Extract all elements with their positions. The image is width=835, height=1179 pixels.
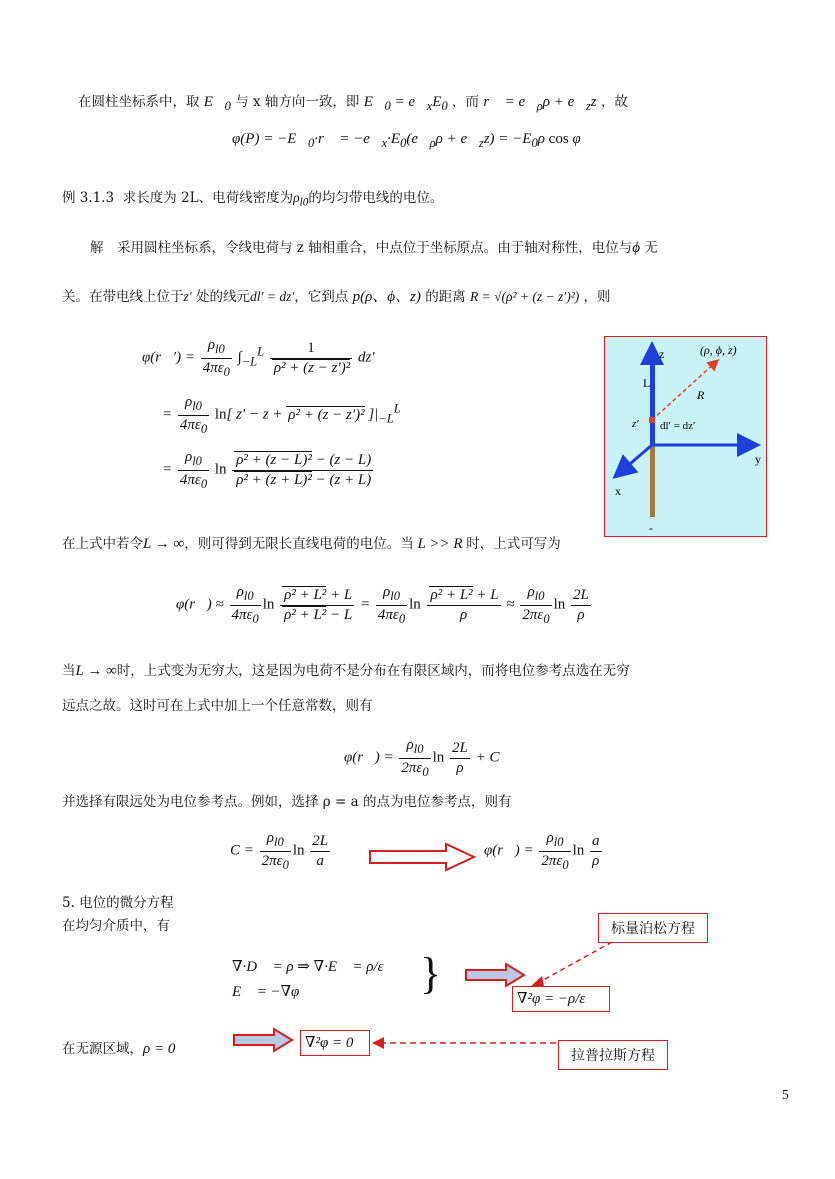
- z-axis-label: z: [659, 347, 665, 361]
- brace: }: [420, 949, 442, 998]
- equation-uniform-field: $\varphi(P) = -E⃗_0\cdot r⃗$ = $-e⃗_x\cdot E_0(e⃗_\rho\rho$ + $e⃗_zz) = -E_0\rho$ cos φ: [232, 131, 581, 150]
- coordinate-diagram: [605, 337, 766, 536]
- equation-constant-C: C = $\frac{\rho_{l0}}{2\pi\varepsilon_0}$ ln $\frac{2L}{a}$: [230, 830, 329, 872]
- coordinate-figure: [604, 336, 767, 537]
- equation-potential-result: = $\frac{\rho_{l0}}{4\pi\varepsilon_0}$ ln $\frac{\text{ρ² + (z − L)² − (z − L)}}{\text{ρ² + (z + L)² − (z + L)}}$: [162, 449, 372, 491]
- equation-potential-integral: φ(r⃗′) = $\frac{\rho_{l0}}{4\pi\varepsilon_0}$ $\int_{-L}^L$ $\frac{1}{\text{ρ² + (z − z′)²}}$ dz′: [142, 337, 375, 379]
- equation-final-potential: φ(r⃗) = $\frac{\rho_{l0}}{2\pi\varepsilon_0}$ ln $\frac{a}{\rho}$: [484, 830, 600, 872]
- zprime-label: z′: [632, 418, 639, 430]
- line-element-marker: [649, 417, 655, 423]
- field-point-label: (ρ, ϕ, z): [700, 343, 737, 357]
- line-element-label: dl′ = dz′: [660, 420, 696, 432]
- arrow-right-large: [368, 842, 478, 872]
- charged-line-upper: [650, 361, 655, 445]
- intro-line: 在圆柱坐标系中，取 $E⃗_0$ 与 x 轴方向一致，即 $E⃗_0$ = $e⃗_xE_0$ ，而 r⃗ = $e⃗_\rho\rho$ + $e⃗_zz$ ，故: [78, 94, 628, 113]
- laplace-equation: ∇²φ = 0: [305, 1035, 354, 1051]
- limit-paragraph: 在上式中若令L → ∞，则可得到无限长直线电荷的电位。当 L >> R 时，上式可写为: [62, 536, 561, 552]
- example-heading: 例 3.1.3 求长度为 2L、电荷线密度为$\rho_{l0}$的均匀带电线的电位。: [62, 190, 444, 209]
- charged-line-lower: [650, 445, 655, 517]
- x-axis-arrow: [617, 445, 652, 475]
- equation-gradient: E⃗ = −∇φ: [232, 984, 300, 1000]
- R-label: R: [697, 388, 705, 402]
- page-number: 5: [782, 1087, 789, 1102]
- section-5-subtitle: 在均匀介质中，有: [62, 918, 170, 934]
- laplace-label: 拉普拉斯方程: [558, 1040, 668, 1070]
- laplace-pointer-arrow: [370, 1033, 560, 1053]
- equation-with-constant: φ(r⃗) = $\frac{\rho_{l0}}{2\pi\varepsilon_0}$ ln $\frac{2L}{\rho}$ + C: [344, 737, 500, 779]
- solution-line-2: 关。在带电线上位于z′ 处的线元dl′ = dz′，它到点 p(ρ、ϕ、z) 的距离 R = √(ρ² + (z − z′)²) ，则: [62, 289, 611, 305]
- infinity-paragraph-line-1: 当L → ∞时，上式变为无穷大，这是因为电荷不是分布在有限区域内，而将电位参考点选在无穷: [62, 663, 630, 679]
- poisson-pointer-arrow: [520, 940, 620, 990]
- poisson-label: 标量泊松方程: [598, 913, 708, 943]
- laplace-equation-box: [300, 1030, 370, 1056]
- arrow-right-poisson: [464, 962, 528, 988]
- equation-potential-log: = $\frac{\rho_{l0}}{4\pi\varepsilon_0}$ ln[ z′ − z + ρ² + (z − z′)² ]$|_{-L}^L$: [162, 394, 401, 436]
- y-axis-label: y: [755, 452, 761, 466]
- equation-approximation: φ(r⃗) ≈ $\frac{\rho_{l0}}{4\pi\varepsilon_0}$ ln $\frac{\text{ρ² + L² + L}}{\text{ρ² + L² − L}}$ = $\frac{\rho_{l0}}{4\pi\varepsilon_0}$ ln $\frac{\text{ρ² + L² + L}}{\rho}$ ≈ $\frac{\rho_{l0}}{2\pi\varepsilon_0}$ ln $\frac{2L}{\rho}$: [176, 584, 589, 626]
- solution-line-1: 解 采用圆柱坐标系，令线电荷与 z 轴相重合，中点位于坐标原点。由于轴对称性，电位与ϕ 无: [90, 240, 658, 256]
- x-axis-label: x: [615, 484, 621, 498]
- infinity-paragraph-line-2: 远点之故。这时可在上式中加上一个任意常数，则有: [62, 698, 373, 714]
- section-5-title: 5. 电位的微分方程: [62, 895, 174, 911]
- arrow-right-laplace: [232, 1027, 296, 1053]
- minus-label: -: [649, 521, 653, 535]
- distance-R-line: [652, 361, 717, 420]
- L-label: L: [643, 376, 651, 390]
- equation-gauss: ∇·D⃗ = ρ ⇒ ∇·E⃗ = ρ/ε: [232, 959, 384, 975]
- source-free-line: 在无源区域，ρ = 0: [62, 1041, 176, 1057]
- reference-paragraph: 并选择有限远处为电位参考点。例如，选择 ρ = a 的点为电位参考点，则有: [62, 794, 512, 810]
- poisson-equation: ∇²φ = −ρ/ε: [517, 991, 586, 1007]
